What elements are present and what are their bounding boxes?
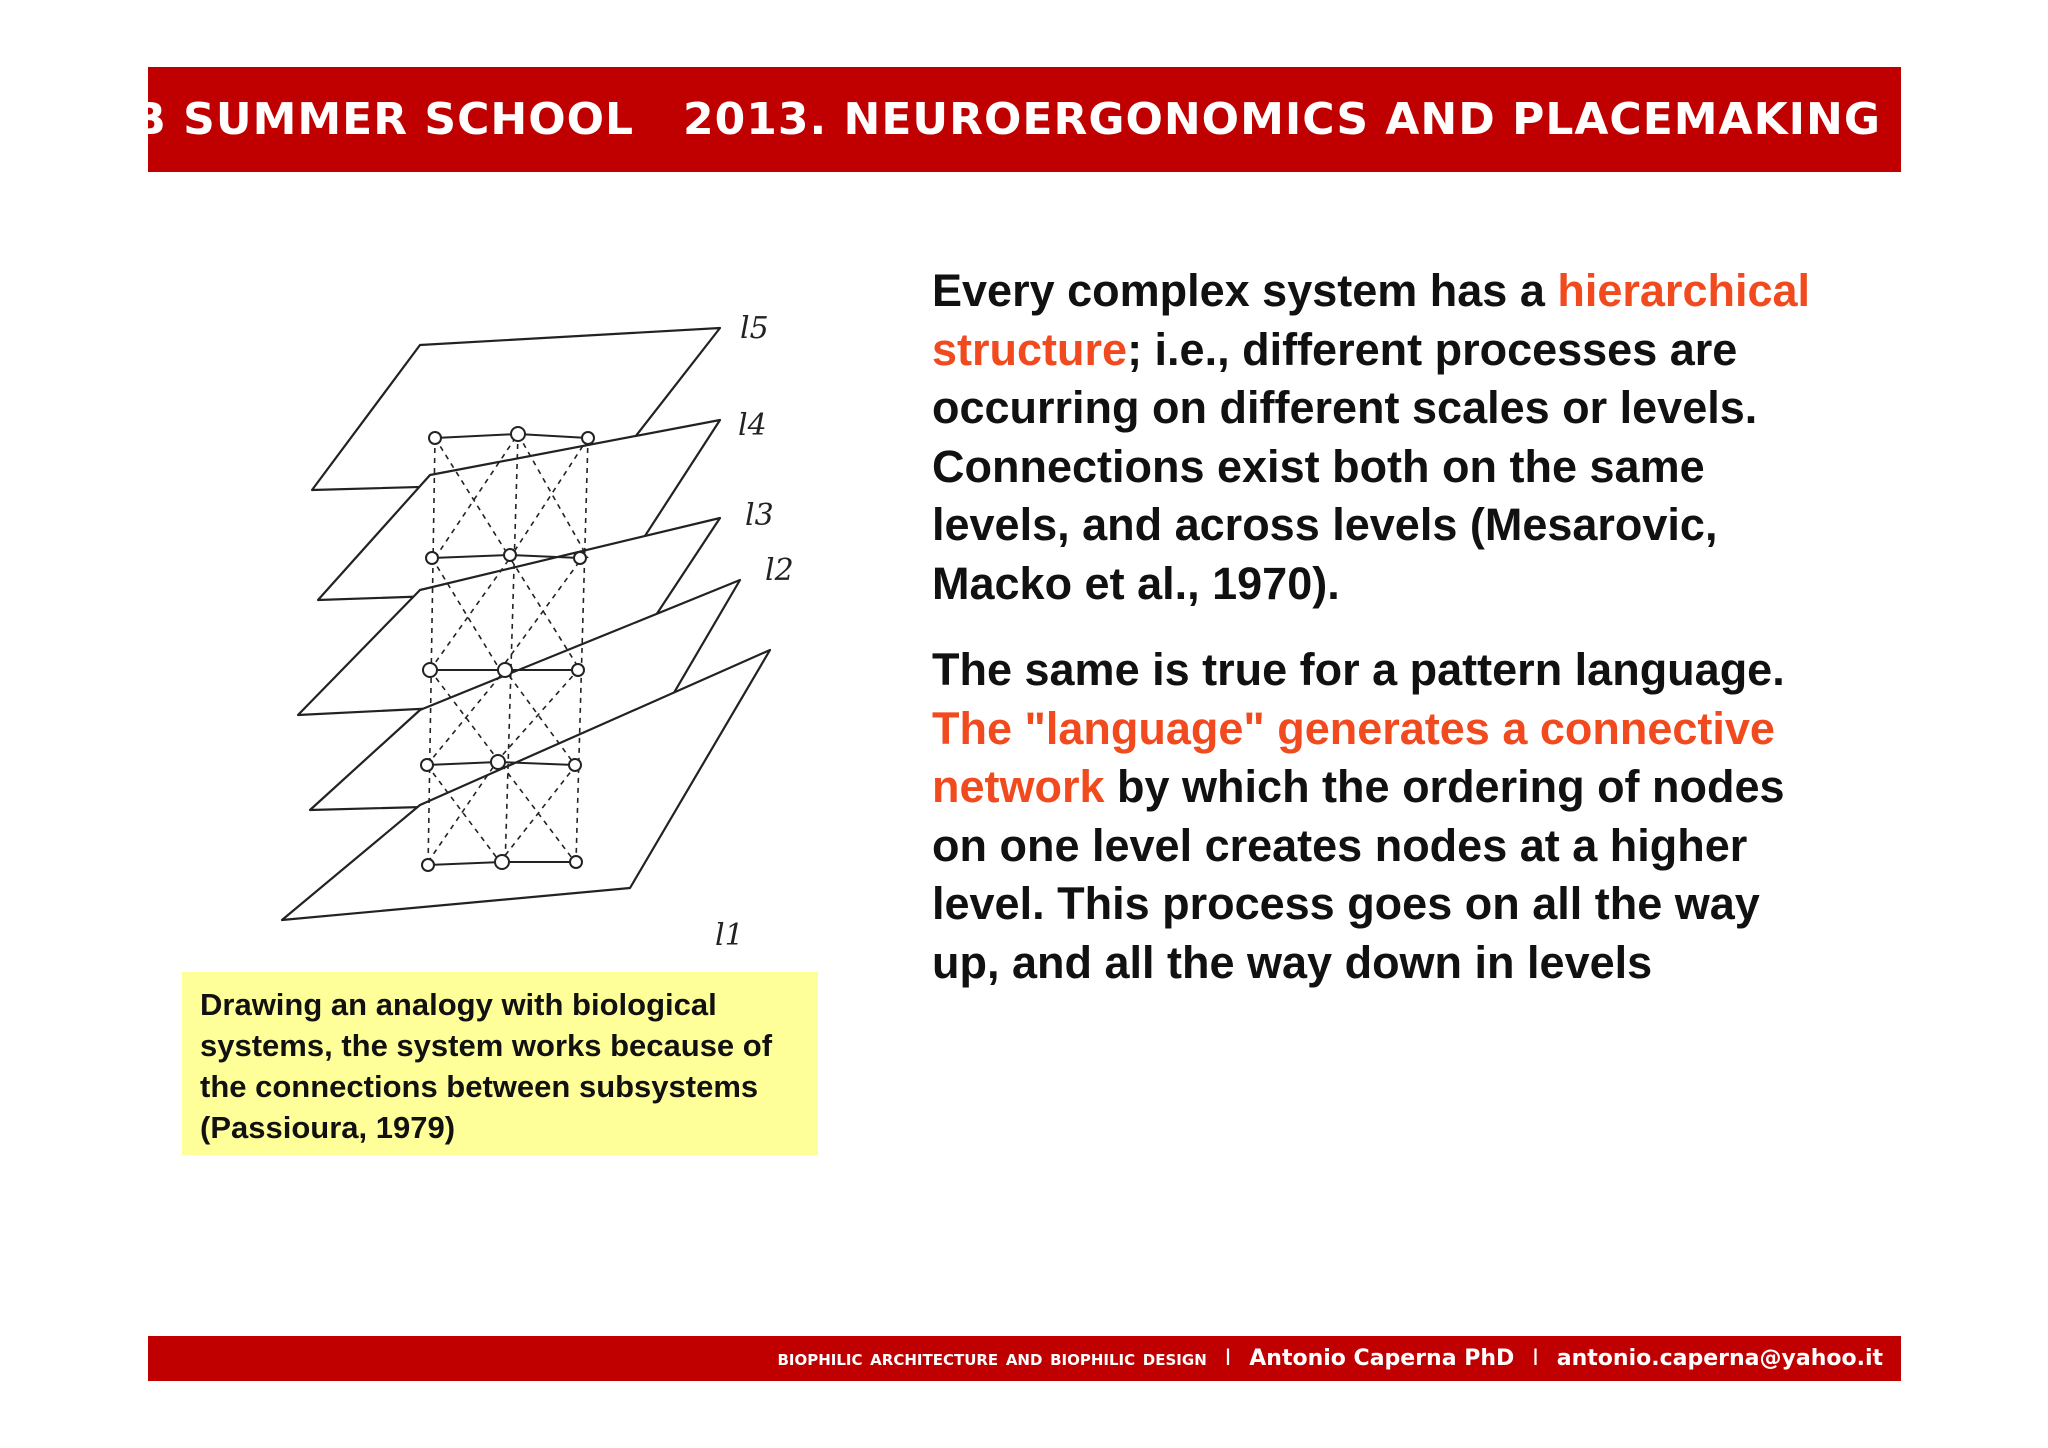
paragraph-1 (932, 262, 1832, 613)
level-label-5: l5 (740, 311, 769, 346)
paragraph-2 (932, 641, 1832, 992)
p2-text-start: The same is true for a pattern language. (932, 644, 1785, 695)
footer-course: biophilic architecture and biophilic design (777, 1346, 1207, 1371)
header-title: ISB SUMMER SCHOOL 2013. NEUROERGONOMICS AND PLACEMAKING (82, 94, 1881, 145)
p1-text-start: Every complex system has a (932, 265, 1558, 316)
footer-bar (148, 1336, 1901, 1381)
footer-separator-1: I (1224, 1346, 1232, 1371)
footer-separator-2: I (1532, 1346, 1539, 1371)
hierarchy-diagram (270, 240, 810, 960)
level-label-3: l3 (745, 498, 774, 533)
p2-highlight: The "language" generates a connective network (932, 702, 1775, 812)
caption-text: Drawing an analogy with biological systems, the system works because of the connections between subsystems (Passioura, 1979) (200, 987, 773, 1145)
p1-text-end: ; i.e., different processes are occurring on different scales or levels. Connections exist both on the same levels, and across levels (Mesarovic, Macko et al., 1970). (932, 323, 1758, 609)
main-text (932, 262, 1832, 992)
footer-author: Antonio Caperna PhD (1249, 1346, 1515, 1371)
level-label-4: l4 (738, 408, 767, 443)
p2-text-end: by which the ordering of nodes on one level creates nodes at a higher level. This process goes on all the way up, and all the way down in levels (932, 761, 1785, 988)
p1-highlight: hierarchical structure (932, 265, 1811, 375)
header-bar (82, 67, 1901, 172)
level-label-1: l1 (715, 918, 744, 953)
footer-email: antonio.caperna@yahoo.it (1556, 1346, 1883, 1371)
caption-box (182, 972, 818, 1155)
level-label-2: l2 (765, 553, 794, 588)
